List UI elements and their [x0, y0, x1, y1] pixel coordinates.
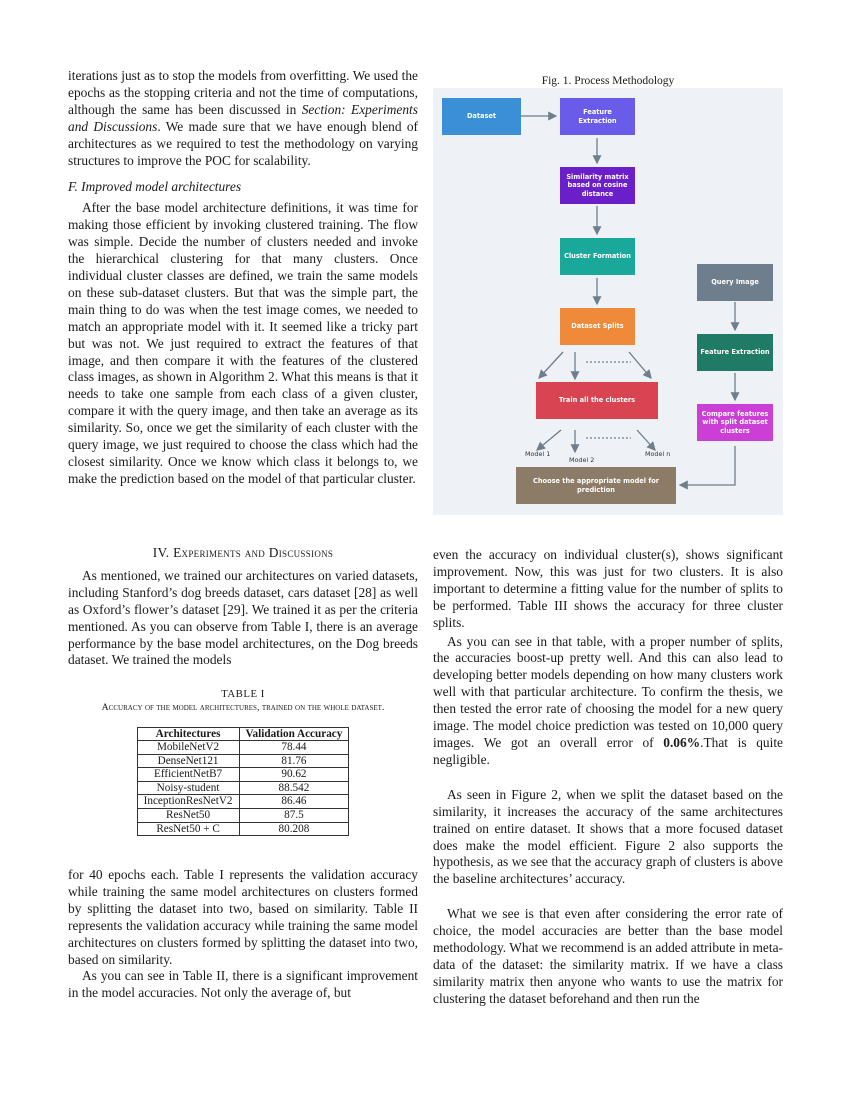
paragraph-recommendation: What we see is that even after considering the error rate of choice, the model accuracies are better than the base model methodology. What we recommend is an added attribute in meta-data of the dataset: the similarity matrix. If we have a class similarity matrix then anyone who wants to use the matrix for clustering the dataset beforehand and then run the	[433, 906, 783, 1006]
table-row: MobileNetV2 78.44	[137, 741, 349, 755]
paragraph-improved-architectures: After the base model architecture definitions, it was time for making those efficient by invoking clustered training. The flow was simple. Decide the number of clusters needed and invoke the hierarchical clustering for that many clusters. Once individual cluster classes are defined, we train the same models on these sub-dataset clusters. But that was the simple part, the main thing to do was when the test image comes, we needed to match an appropriate model with it. It seemed like a tricky part but was not. We just required to extract the features of that image, and then compare it with the features of the clustered class images, as shown in Algorithm 2. What this means is that it needs to take one sample from each class of a given cluster, compare it with the query image, and then take an average as its similarity. So, once we get the similarity of each cluster with the query image, we just required to choose the class which had the closest similarity. Once we know which class it belongs to, we make the prediction based on the model of that particular cluster.	[68, 200, 418, 486]
table-row: InceptionResNetV2 86.46	[137, 795, 349, 809]
box-query-image: Query Image	[697, 264, 773, 301]
table-title: TABLE I	[221, 688, 265, 700]
left-column-bottom	[68, 545, 418, 669]
table-row: ResNet50 87.5	[137, 809, 349, 823]
paragraph-splits: As you can see in that table, with a proper number of splits, the accuracies boost-up pretty well. And this can also lead to developing better models depending on how many clusters work well with that particular architecture. To confirm the thesis, we then tested the error rate of choosing the model for a new query image. The model choice prediction was tested on 10,000 query images. We got an overall error of 0.06%.That is quite negligible.	[433, 633, 784, 767]
table-caption: Accuracy of the model architectures, trained on the whole dataset.	[101, 702, 385, 713]
header-architectures: Architectures	[137, 727, 239, 741]
label-model-2: Model 2	[569, 456, 595, 464]
figure-caption: Fig. 1. Process Methodology	[541, 75, 675, 87]
process-methodology-figure	[433, 88, 783, 515]
accuracy-table	[137, 727, 350, 837]
box-compare-features: Compare features with split dataset clusters	[697, 404, 773, 441]
arrow-compare-to-choose	[680, 446, 735, 485]
box-choose-model: Choose the appropriate model for prediction	[516, 467, 676, 504]
header-validation-accuracy: Validation Accuracy	[239, 727, 349, 741]
arrow-splits-left	[539, 352, 563, 378]
error-rate-value: 0.06%	[663, 734, 701, 750]
table-row: ResNet50 + C 80.208	[137, 822, 349, 836]
box-dataset-splits: Dataset Splits	[560, 308, 635, 345]
table-row: EfficientNetB7 90.62	[137, 768, 349, 782]
box-cluster-formation: Cluster Formation	[560, 238, 635, 275]
box-dataset: Dataset	[442, 98, 521, 135]
table-row: DenseNet121 81.76	[137, 754, 349, 768]
arrow-train-left	[537, 430, 561, 450]
paragraph-experiments: As mentioned, we trained our architectures on varied datasets, including Stanford’s dog breeds dataset, cars dataset [28] as well as Oxford’s flower’s dataset [29]. We trained it as per the criteria mentioned. As you can observe from Table I, there is an average performance by the base model architectures, on the Dog breeds dataset. We trained the models	[68, 567, 418, 668]
box-feature-extraction: Feature Extraction	[560, 98, 635, 135]
section-heading: IV. Experiments and Discussions	[152, 545, 334, 560]
paragraph-individual-clusters: even the accuracy on individual cluster(s), shows significant improvement. Now, this was just for two clusters. It is also important to determine a fitting value for the number of splits to be performed. Table III shows the accuracy for three cluster splits.	[433, 547, 783, 630]
label-model-1: Model 1	[525, 450, 551, 458]
box-similarity-matrix: Similarity matrix based on cosine distance	[560, 167, 635, 204]
paragraph-figure2: As seen in Figure 2, when we split the dataset based on the similarity, it increases the accuracy of the same architectures trained on entire dataset. It shows that a more focused dataset does make the model efficient. Figure 2 also supports the hypothesis, as we see that the accuracy graph of clusters is above the baseline architectures’ accuracy.	[433, 786, 783, 887]
label-model-n: Model n	[645, 450, 671, 458]
right-column-bottom	[433, 547, 783, 1008]
arrow-train-right	[637, 430, 655, 450]
left-column-after-table	[68, 867, 418, 1002]
table-header-row	[137, 727, 349, 741]
table-1-block	[68, 688, 418, 836]
section-reference: Section: Experiments and Discussions	[68, 101, 418, 134]
flow-arrows	[433, 88, 783, 515]
table-row: Noisy-student 88.542	[137, 781, 349, 795]
spacer	[433, 888, 783, 906]
paragraph-overfitting: iterations just as to stop the models from overfitting. We used the epochs as the stopping criteria and not the time of computations, although the same has been discussed in Section: Experiments and Discussions. We made sure that we have enough blend of architectures as we required to test the methodology on varying structures to improve the POC for scalability.	[68, 68, 418, 168]
paragraph-table2: As you can see in Table II, there is a significant improvement in the model accuracies. Not only the average of, but	[68, 968, 418, 1001]
box-train-clusters: Train all the clusters	[536, 382, 658, 419]
spacer	[433, 769, 783, 787]
box-feature-extraction-query: Feature Extraction	[697, 334, 773, 371]
subsection-heading: F. Improved model architectures	[68, 179, 242, 195]
paragraph-epochs: for 40 epochs each. Table I represents the validation accuracy while training the same model architectures on clusters formed by splitting the dataset into two, based on similarity. Table II represents the validation accuracy while training the same model architectures on clusters formed by splitting the dataset into two, based on similarity.	[68, 867, 418, 967]
arrow-splits-right	[629, 352, 651, 378]
left-column-top	[68, 68, 418, 488]
